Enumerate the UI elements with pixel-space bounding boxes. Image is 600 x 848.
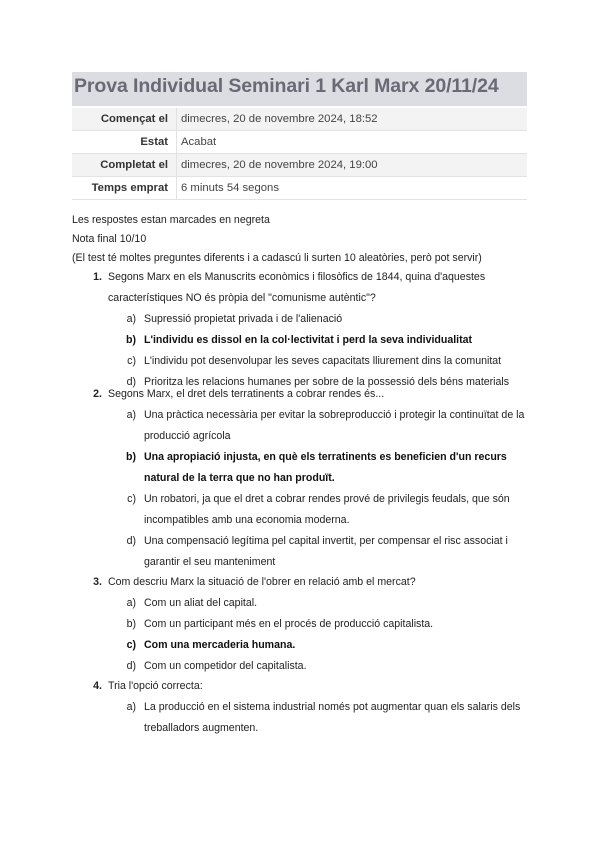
option-letter: d) bbox=[126, 660, 136, 672]
option-c bbox=[108, 351, 532, 372]
option-text: L'individu es dissol en la col·lectivitat i perd la seva individualitat bbox=[144, 334, 473, 346]
option-letter: d) bbox=[126, 535, 136, 547]
option-text: Supressió propietat privada i de l'alienació bbox=[144, 313, 343, 325]
question-number: 1. bbox=[93, 271, 102, 283]
intro-line-final-grade: Nota final 10/10 bbox=[72, 233, 147, 245]
option-d bbox=[108, 656, 532, 677]
summary-value: 6 minuts 54 segons bbox=[177, 177, 528, 200]
option-b-correct bbox=[108, 330, 532, 351]
question-number: 2. bbox=[93, 388, 102, 400]
summary-row-completed bbox=[72, 154, 527, 177]
summary-label: Estat bbox=[72, 131, 177, 154]
option-letter: b) bbox=[126, 334, 136, 346]
option-a bbox=[108, 309, 532, 330]
summary-value: dimecres, 20 de novembre 2024, 18:52 bbox=[177, 108, 528, 131]
question-text: Tria l'opció correcta: bbox=[108, 680, 203, 692]
option-b-correct bbox=[108, 447, 532, 489]
option-d bbox=[108, 531, 532, 573]
question-text: Segons Marx en els Manuscrits econòmics i filosòfics de 1844, quina d'aquestes característiques NO és pròpia del "comunisme autèntic"? bbox=[108, 271, 486, 304]
option-text: Com un competidor del capitalista. bbox=[144, 660, 307, 672]
option-a bbox=[108, 405, 532, 447]
title-bar bbox=[72, 72, 527, 106]
option-letter: c) bbox=[127, 355, 136, 367]
option-a bbox=[108, 697, 532, 739]
summary-row-started bbox=[72, 108, 527, 131]
option-letter: c) bbox=[126, 639, 136, 651]
option-c-correct bbox=[108, 635, 532, 656]
summary-label: Començat el bbox=[72, 108, 177, 131]
option-letter: a) bbox=[126, 313, 136, 325]
question-4 bbox=[72, 676, 532, 739]
option-text: Un robatori, ja que el dret a cobrar rendes prové de privilegis feudals, que són incompatibles amb una economia moderna. bbox=[144, 493, 510, 526]
option-text: Com un participant més en el procés de producció capitalista. bbox=[144, 618, 434, 630]
intro-notes bbox=[72, 211, 482, 268]
option-text: Una compensació legítima pel capital invertit, per compensar el risc associat i garantir el seu manteniment bbox=[144, 535, 508, 568]
option-letter: b) bbox=[126, 618, 136, 630]
option-letter: c) bbox=[127, 493, 136, 505]
intro-line-answers-note: Les respostes estan marcades en negreta bbox=[72, 214, 270, 226]
option-letter: a) bbox=[126, 701, 136, 713]
question-number: 4. bbox=[93, 680, 102, 692]
option-text: Una apropiació injusta, en què els terratinents es beneficien d'un recurs natural de la terra que no han produït. bbox=[144, 451, 507, 484]
question-number: 3. bbox=[93, 576, 102, 588]
option-text: Com un aliat del capital. bbox=[144, 597, 258, 609]
option-letter: a) bbox=[126, 409, 136, 421]
option-c bbox=[108, 489, 532, 531]
summary-value: Acabat bbox=[177, 131, 528, 154]
summary-row-state bbox=[72, 131, 527, 154]
option-b bbox=[108, 614, 532, 635]
question-text: Com descriu Marx la situació de l'obrer en relació amb el mercat? bbox=[108, 576, 416, 588]
option-letter: a) bbox=[126, 597, 136, 609]
question-2 bbox=[72, 384, 532, 573]
summary-label: Temps emprat bbox=[72, 177, 177, 200]
option-a bbox=[108, 593, 532, 614]
question-1 bbox=[72, 267, 532, 393]
option-text: Una pràctica necessària per evitar la sobreproducció i protegir la continuïtat de la producció agrícola bbox=[144, 409, 525, 442]
question-3 bbox=[72, 572, 532, 677]
option-text: Prioritza les relacions humanes per sobre de la possessió dels béns materials bbox=[144, 376, 510, 388]
summary-value: dimecres, 20 de novembre 2024, 19:00 bbox=[177, 154, 528, 177]
page-title: Prova Individual Seminari 1 Karl Marx 20/11/24 bbox=[74, 75, 499, 97]
option-text: Com una mercaderia humana. bbox=[144, 639, 296, 651]
option-letter: d) bbox=[126, 376, 136, 388]
summary-label: Completat el bbox=[72, 154, 177, 177]
intro-line-disclaimer: (El test té moltes preguntes diferents i a cadascú li surten 10 aleatòries, però pot servir) bbox=[72, 252, 482, 264]
summary-table bbox=[72, 108, 527, 200]
question-text: Segons Marx, el dret dels terratinents a cobrar rendes és... bbox=[108, 388, 385, 400]
option-letter: b) bbox=[126, 451, 136, 463]
option-text: La producció en el sistema industrial només pot augmentar quan els salaris dels treballadors augmenten. bbox=[144, 701, 521, 734]
summary-row-time bbox=[72, 177, 527, 200]
option-text: L'individu pot desenvolupar les seves capacitats lliurement dins la comunitat bbox=[144, 355, 502, 367]
